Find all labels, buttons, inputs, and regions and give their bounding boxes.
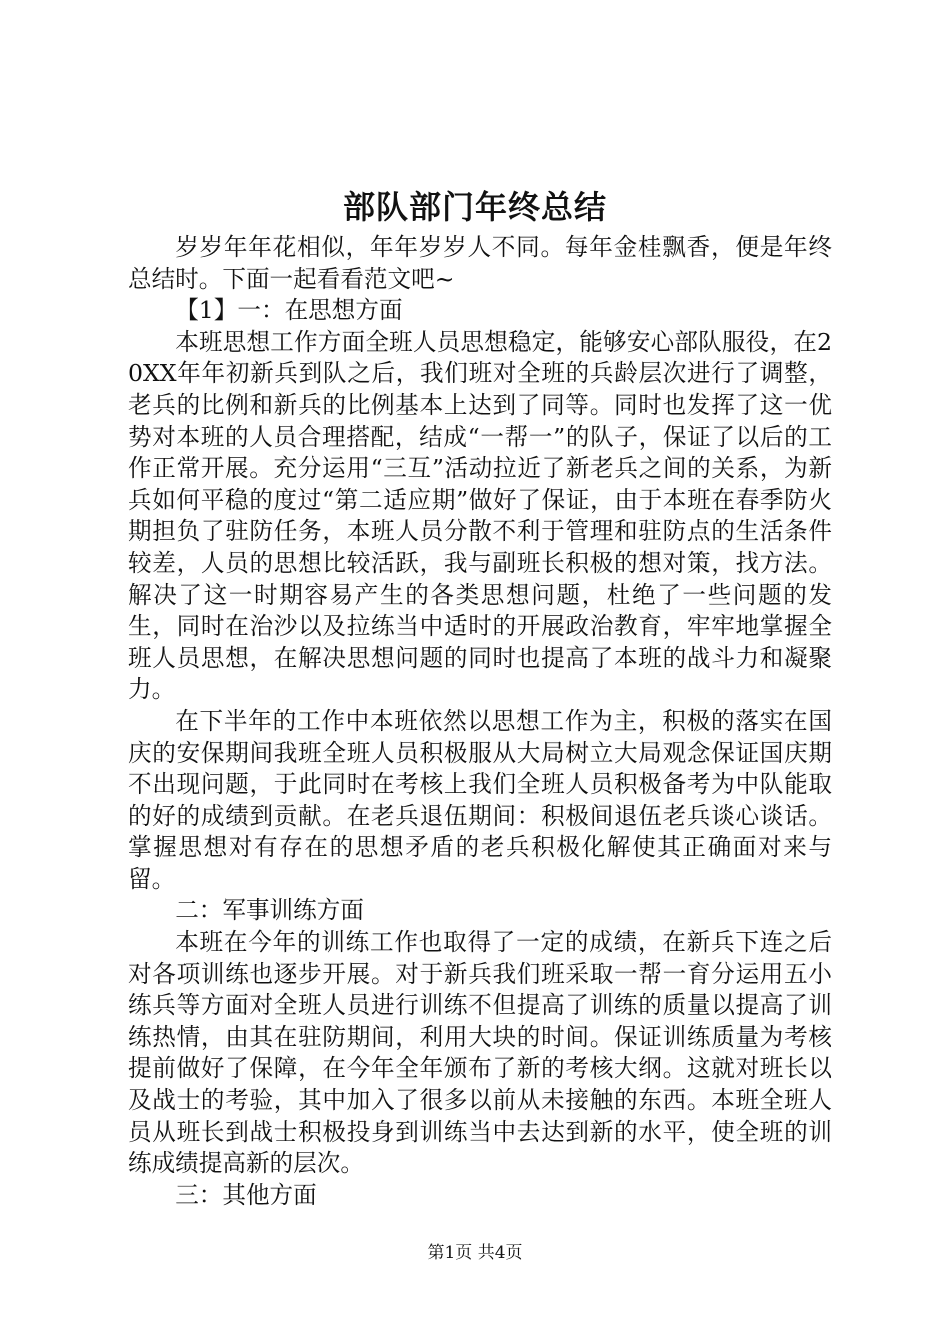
- thought-paragraph-1: 本班思想工作方面全班人员思想稳定，能够安心部队服役，在20XX年年初新兵到队之后，我们班对全班的兵龄层次进行了调整，老兵的比例和新兵的比例基本上达到了同等。同时也发挥了这一优势对本班的人员合理搭配，结成“一帮一”的队子，保证了以后的工作正常开展。充分运用“三互”活动拉近了新老兵之间的关系，为新兵如何平稳的度过“第二适应期”做好了保证，由于本班在春季防火期担负了驻防任务，本班人员分散不利于管理和驻防点的生活条件较差，人员的思想比较活跃，我与副班长积极的想对策，找方法。解决了这一时期容易产生的各类思想问题，杜绝了一些问题的发生，同时在治沙以及拉练当中适时的开展政治教育，牢牢地掌握全班人员思想，在解决思想问题的同时也提高了本班的战斗力和凝聚力。: [128, 327, 832, 704]
- page-footer: 第1页 共4页: [427, 1243, 523, 1263]
- intro-paragraph: 岁岁年年花相似，年年岁岁人不同。每年金桂飘香，便是年终总结时。下面一起看看范文吧~: [128, 233, 832, 293]
- training-paragraph: 本班在今年的训练工作也取得了一定的成绩，在新兵下连之后对各项训练也逐步开展。对于新兵我们班采取一帮一育分运用五小练兵等方面对全班人员进行训练不但提高了训练的质量以提高了训练热情，由其在驻防期间，利用大块的时间。保证训练质量为考核提前做好了保障，在今年全年颁布了新的考核大纲。这就对班长以及战士的考验，其中加入了很多以前从未接触的东西。本班全班人员从班长到战士积极投身到训练当中去达到新的水平，使全班的训练成绩提高新的层次。: [128, 928, 832, 1178]
- thought-paragraph-2: 在下半年的工作中本班依然以思想工作为主，积极的落实在国庆的安保期间我班全班人员积极服从大局树立大局观念保证国庆期不出现问题，于此同时在考核上我们全班人员积极备考为中队能取的好的成绩到贡献。在老兵退伍期间：积极间退伍老兵谈心谈话。掌握思想对有存在的思想矛盾的老兵积极化解使其正确面对来与留。: [128, 706, 832, 893]
- section-heading-thought: 【1】一：在思想方面: [175, 296, 403, 325]
- document-body: [128, 232, 832, 1211]
- section-heading-training: 二：军事训练方面: [175, 896, 364, 925]
- document-title: 部队部门年终总结: [342, 188, 607, 226]
- section-heading-other: 三：其他方面: [175, 1180, 317, 1209]
